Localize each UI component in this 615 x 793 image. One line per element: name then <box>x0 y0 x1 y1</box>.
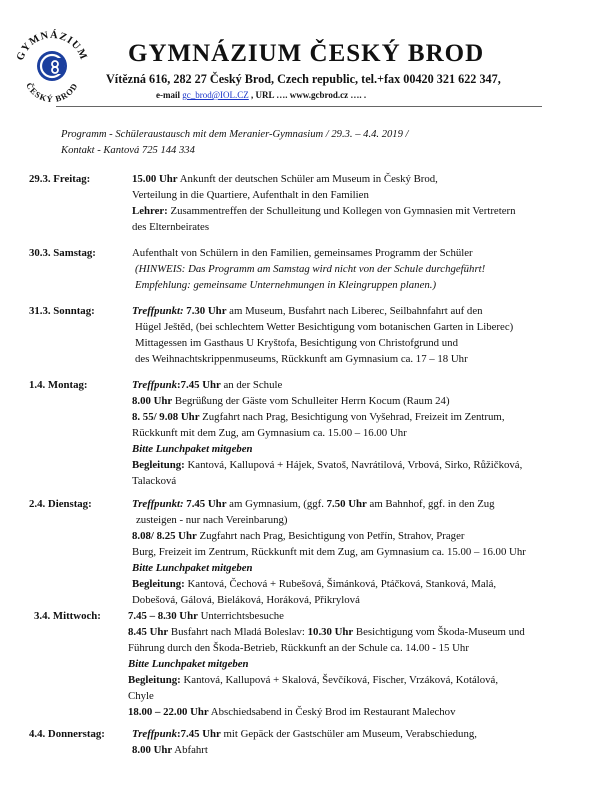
day-label-tuesday: 2.4. Dienstag: <box>29 498 92 510</box>
day-entry-monday: Treffpunk:7.45 Uhr an der Schule 8.00 Uhr Begrüßung der Gäste vom Schulleiter Herrn Kocum (Raum 24) 8. 55/ 9.08 Uhr Zugfahrt nach Prag, Besichtigung von Vyšehrad, Freizeit im Zentrum, Rückkunft mit dem Zug, am Gymnasium ca. 15.00 – 16.00 Uhr Bitte Lunchpaket mitgeben Begleitung: Kantová, Kallupová + Hájek, Svatoš, Navrátilová, Vrbová, Sirko, Růžičková, Talacková <box>132 379 523 487</box>
day-entry-friday: 15.00 Uhr Ankunft der deutschen Schüler am Museum in Český Brod, Verteilung in die Quartiere, Aufenthalt in den Familien Lehrer: Zusammentreffen der Schulleitung und Kollegen von Gymnasien mit Vertretern des Elternbeirates <box>132 173 516 233</box>
day-label-saturday: 30.3. Samstag: <box>29 247 96 259</box>
school-seal-icon <box>8 18 96 106</box>
day-entry-wednesday: 7.45 – 8.30 Uhr Unterrichtsbesuche 8.45 Uhr Busfahrt nach Mladá Boleslav: 10.30 Uhr Besichtigung vom Škoda-Museum und Führung durch den Škoda-Betrieb, Rückkunft an der Schule ca. 14.00 - 15 Uhr Bitte Lunchpaket mitgeben Begleitung: Kantová, Kallupová + Skalová, Ševčíková, Fischer, Vrzáková, Kotálová, Chyle 18.00 – 22.00 Uhr Abschiedsabend in Český Brod im Restaurant Malechov <box>128 610 525 718</box>
day-entry-saturday: Aufenthalt von Schülern in den Familien, gemeinsames Programm der Schüler (HINWEIS: Das Programm am Samstag wird nicht von der Schule durchgeführt! Empfehlung: gemeinsame Unternehmungen in Kleingruppen planen.) <box>132 247 486 291</box>
day-entry-sunday: Treffpunkt: 7.30 Uhr am Museum, Busfahrt nach Liberec, Seilbahnfahrt auf den Hügel Ještěd, (bei schlechtem Wetter Besichtigung vom botanischen Garten in Liberec) Mittagessen im Gasthaus U Kryštofa, Besichtigung von Christofgrund und des Weihnachtskrippenmuseums, Rückkunft am Gymnasium ca. 17 – 18 Uhr <box>132 305 514 365</box>
program-contact: Kontakt - Kantová 725 144 334 <box>61 145 195 156</box>
email-link[interactable]: gc_brod@IOL.CZ <box>182 90 249 100</box>
school-logo <box>8 18 96 106</box>
svg-text:GYMNÁZIUM: GYMNÁZIUM <box>15 29 90 63</box>
email-prefix: e-mail <box>156 90 180 100</box>
contact-line <box>156 90 366 100</box>
school-address: Vítězná 616, 282 27 Český Brod, Czech republic, tel.+fax 00420 321 622 347, <box>106 72 501 86</box>
school-title: GYMNÁZIUM ČESKÝ BROD <box>128 40 485 67</box>
svg-text:ČESKÝ BROD: ČESKÝ BROD <box>24 80 80 105</box>
day-label-wednesday: 3.4. Mittwoch: <box>34 610 101 622</box>
program-title: Programm - Schüleraustausch mit dem Meranier-Gymnasium / 29.3. – 4.4. 2019 / <box>61 129 409 140</box>
day-label-friday: 29.3. Freitag: <box>29 173 91 185</box>
day-label-monday: 1.4. Montag: <box>29 379 88 391</box>
day-label-sunday: 31.3. Sonntag: <box>29 305 95 317</box>
url-text: , URL …. www.gcbrod.cz …. . <box>251 90 367 100</box>
header-divider <box>56 106 542 107</box>
day-label-thursday: 4.4. Donnerstag: <box>29 728 105 740</box>
day-entry-tuesday: Treffpunkt: 7.45 Uhr am Gymnasium, (ggf. 7.50 Uhr am Bahnhof, ggf. in den Zug zusteigen - nur nach Vereinbarung) 8.08/ 8.25 Uhr Zugfahrt nach Prag, Besichtigung von Petřín, Strahov, Prager Burg, Freizeit im Zentrum, Rückkunft mit dem Zug, am Gymnasium ca. 15.00 – 16.00 Uhr Bitte Lunchpaket mitgeben Begleitung: Kantová, Čechová + Rubešová, Šimánková, Ptáčková, Stanková, Malá, Dobešová, Gálová, Bieláková, Horáková, Přikrylová <box>132 498 526 606</box>
day-entry-thursday: Treffpunk:7.45 Uhr mit Gepäck der Gastschüler am Museum, Verabschiedung, 8.00 Uhr Abfahrt <box>132 728 477 756</box>
